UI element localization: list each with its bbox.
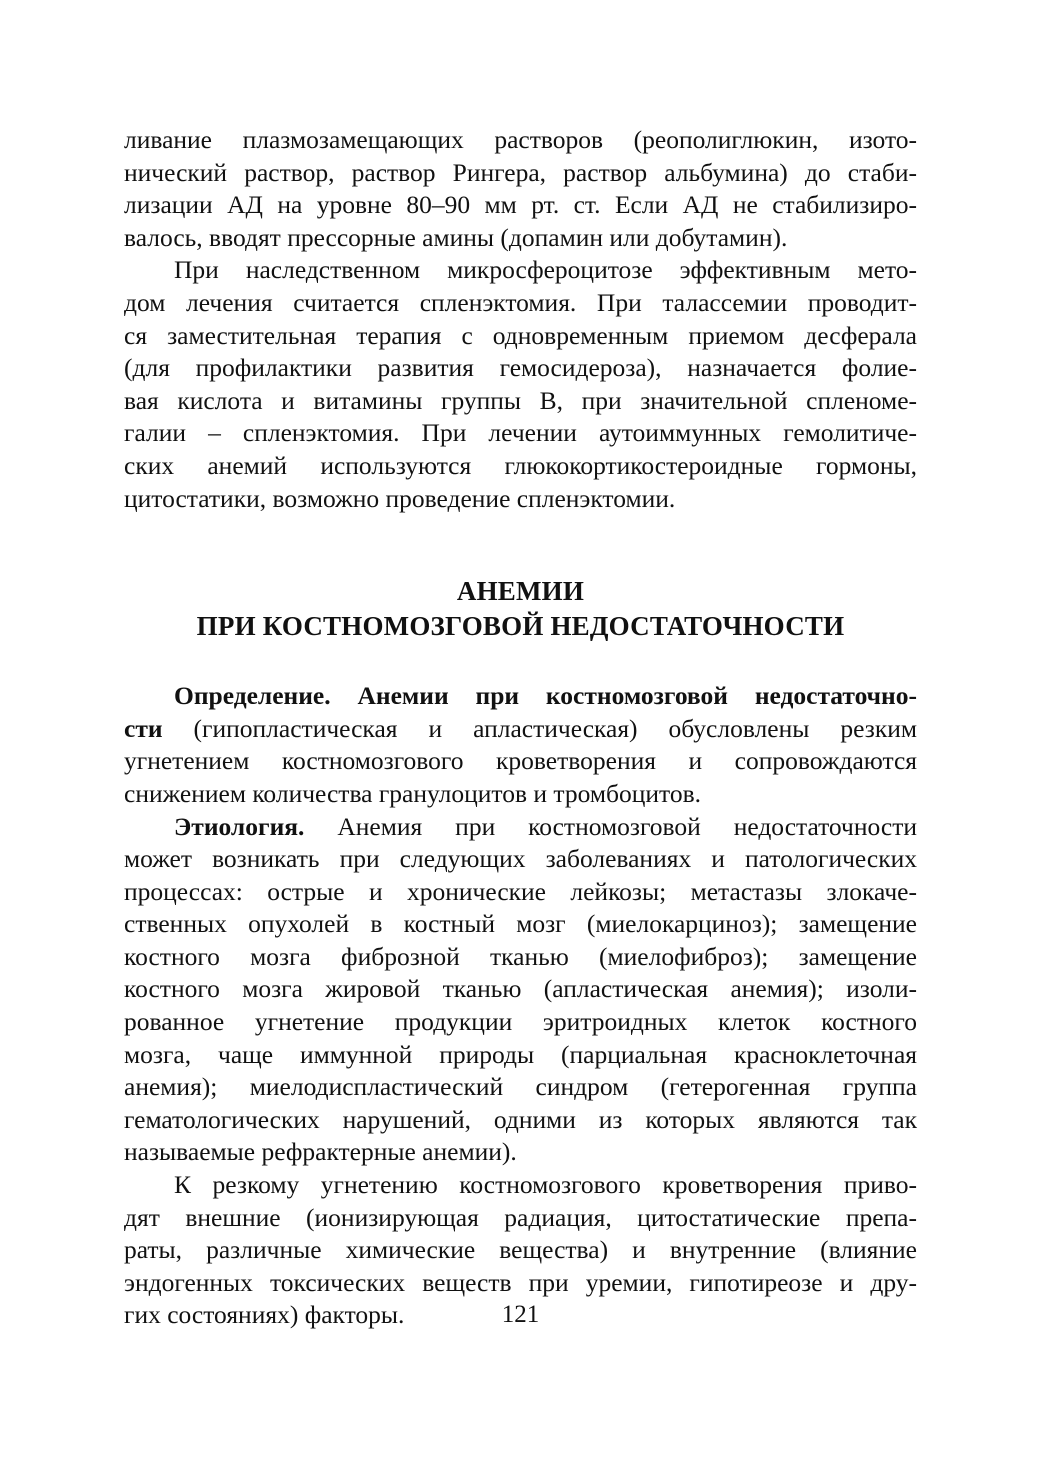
definition-text: (гипопластическая и апластическая) обусловлены резким: [162, 713, 917, 743]
text-line: [124, 680, 917, 713]
paragraph-treatment: [124, 254, 917, 515]
etiology-label: Этиология.: [174, 811, 305, 841]
text-line: процессах: острые и хронические лейкозы; метастазы злокаче-: [124, 876, 917, 906]
text-line: угнетением костномозгового кроветворения и сопровождаются: [124, 746, 917, 776]
text-line: анемия); миелодиспластический синдром (гетерогенная группа: [124, 1072, 917, 1102]
text-line: ских анемий используются глюкокортикостероидные гормоны,: [124, 450, 917, 480]
text-line: рованное угнетение продукции эритроидных клеток костного: [124, 1007, 917, 1037]
text-line: дом лечения считается спленэктомия. При талассемии проводит-: [124, 287, 917, 317]
text-line: снижением количества гранулоцитов и тромбоцитов.: [124, 778, 702, 808]
text-line: костного мозга фиброзной тканью (миелофиброз); замещение: [124, 941, 917, 971]
text-line: раты, различные химические вещества) и внутренние (влияние: [124, 1235, 917, 1265]
text-line: гематологических нарушений, одними из которых являются так: [124, 1104, 917, 1134]
section-heading: [124, 574, 917, 644]
text-line: К резкому угнетению костномозгового кроветворения приво-: [174, 1170, 917, 1200]
etiology-text: Анемия при костномозговой недостаточности: [304, 811, 917, 841]
text-line: лизации АД на уровне 80–90 мм рт. ст. Если АД не стабилизиро-: [124, 190, 917, 220]
page-number: 121: [501, 1301, 540, 1328]
page-body: [124, 124, 917, 1332]
text-line: (для профилактики развития гемосидероза), назначается фолие-: [124, 353, 917, 383]
text-line: ся заместительная терапия с одновременным приемом десферала: [124, 320, 917, 350]
text-line: ственных опухолей в костный мозг (миелокарциноз); замещение: [124, 909, 917, 939]
text-line: цитостатики, возможно проведение спленэктомии.: [124, 483, 676, 513]
heading-line-1: АНЕМИИ: [456, 576, 585, 607]
text-line: гих состояниях) факторы.: [124, 1300, 405, 1330]
text-line: дят внешние (ионизирующая радиация, цитостатические препа-: [124, 1202, 917, 1232]
paragraph-definition: [124, 680, 917, 810]
paragraph-etiology: [124, 811, 917, 1170]
text-line: может возникать при следующих заболеваниях и патологических: [124, 844, 917, 874]
text-line: вая кислота и витамины группы В, при значительной спленоме-: [124, 385, 917, 415]
text-line: валось, вводят прессорные амины (допамин или добутамин).: [124, 222, 788, 252]
text-line: ливание плазмозамещающих растворов (реополиглюкин, изото-: [124, 125, 917, 154]
text-line: мозга, чаще иммунной природы (парциальная красноклеточная: [124, 1039, 917, 1069]
text-line: костного мозга жировой тканью (апластическая анемия); изоли-: [124, 974, 917, 1004]
text-line: галии – спленэктомия. При лечении аутоиммунных гемолитиче-: [124, 418, 917, 448]
text-line: называемые рефрактерные анемии).: [124, 1137, 517, 1167]
heading-line-2: ПРИ КОСТНОМОЗГОВОЙ НЕДОСТАТОЧНОСТИ: [196, 611, 845, 642]
definition-bold-text: Определение. Анемии при костномозговой недостаточно-: [174, 681, 917, 711]
text-line: нический раствор, раствор Рингера, раствор альбумина) до стаби-: [124, 157, 917, 187]
text-line: [124, 811, 917, 844]
text-line: [124, 713, 917, 746]
definition-bold-end: сти: [124, 713, 163, 743]
text-line: При наследственном микросфероцитозе эффективным мето-: [174, 255, 917, 285]
text-line: эндогенных токсических веществ при уремии, гипотиреозе и дру-: [124, 1267, 917, 1297]
paragraph-continuation: [124, 124, 917, 254]
